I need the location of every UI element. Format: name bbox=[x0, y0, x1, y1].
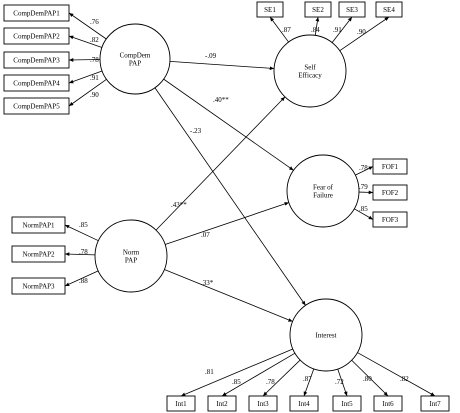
indicator-label: CompDemPAP5 bbox=[13, 102, 60, 111]
indicator-label: Int7 bbox=[429, 400, 441, 408]
latent-label: PAP bbox=[128, 59, 142, 68]
loading-value: .85 bbox=[359, 205, 368, 213]
indicator-label: CompDemPAP4 bbox=[13, 79, 60, 88]
loading-value: .85 bbox=[232, 378, 241, 386]
path-arrow-compdem-interest bbox=[155, 88, 306, 306]
indicator-label: Int6 bbox=[382, 400, 394, 408]
loading-value: .78 bbox=[266, 378, 275, 386]
indicator-label: FOF1 bbox=[381, 163, 399, 171]
loading-value: .72 bbox=[335, 378, 344, 386]
interest-loading-arrow-2 bbox=[222, 353, 295, 396]
loading-value: .76 bbox=[90, 18, 99, 26]
loading-value: .78 bbox=[79, 248, 88, 256]
latent-label: PAP bbox=[124, 256, 138, 265]
indicator-label: SE2 bbox=[312, 6, 324, 14]
loading-value: .82 bbox=[90, 36, 99, 44]
loading-value: .78 bbox=[359, 164, 368, 172]
latent-label: CompDem bbox=[119, 51, 151, 60]
loading-value: .85 bbox=[79, 221, 88, 229]
indicator-label: Int3 bbox=[257, 400, 269, 408]
path-coefficient: .43** bbox=[171, 201, 187, 209]
interest-loading-arrow-1 bbox=[181, 349, 293, 396]
latent-label: Failure bbox=[313, 191, 333, 200]
indicator-label: Int5 bbox=[341, 400, 353, 408]
indicator-label: NormPAP2 bbox=[22, 250, 55, 259]
loading-value: .80 bbox=[363, 375, 372, 383]
loading-value: .84 bbox=[311, 26, 320, 34]
loading-value: .88 bbox=[79, 277, 88, 285]
compdem-loading-arrow-5 bbox=[69, 79, 106, 106]
loading-value: .91 bbox=[90, 74, 99, 82]
indicator-label: FOF3 bbox=[381, 216, 399, 224]
indicator-label: SE3 bbox=[346, 6, 358, 14]
path-coefficient: .40** bbox=[213, 96, 229, 104]
indicator-label: CompDemPAP3 bbox=[13, 56, 60, 65]
indicator-label: Int2 bbox=[216, 400, 228, 408]
loading-value: .91 bbox=[333, 26, 342, 34]
loading-value: .90 bbox=[357, 28, 366, 36]
loading-value: .81 bbox=[205, 368, 214, 376]
loading-value: .87 bbox=[282, 26, 291, 34]
loading-value: .79 bbox=[359, 183, 368, 191]
loading-value: .87 bbox=[303, 375, 312, 383]
latent-label: Norm bbox=[122, 248, 140, 257]
latent-label: Interest bbox=[315, 331, 337, 340]
path-arrow-compdem-selfeff bbox=[170, 61, 274, 68]
loading-value: .82 bbox=[400, 375, 409, 383]
path-coefficient: .33* bbox=[201, 279, 214, 287]
indicator-label: SE4 bbox=[383, 6, 395, 14]
path-arrow-compdem-fof bbox=[164, 79, 294, 170]
indicator-label: SE1 bbox=[264, 6, 276, 14]
indicator-label: NormPAP1 bbox=[22, 221, 55, 230]
path-coefficient: -.09 bbox=[205, 52, 217, 60]
indicator-label: Int1 bbox=[175, 400, 187, 408]
indicator-label: CompDemPAP1 bbox=[13, 9, 60, 18]
path-coefficient: .07 bbox=[201, 231, 210, 239]
latent-label: Fear of bbox=[312, 183, 334, 192]
indicator-label: NormPAP3 bbox=[22, 282, 55, 291]
indicator-label: Int4 bbox=[298, 400, 310, 408]
indicator-label: CompDemPAP2 bbox=[13, 32, 60, 41]
path-arrow-norm-interest bbox=[164, 270, 292, 322]
latent-label: Self bbox=[304, 63, 316, 72]
loading-value: .78 bbox=[90, 56, 99, 64]
compdem-loading-arrow-1 bbox=[69, 13, 106, 39]
indicator-label: FOF2 bbox=[381, 189, 399, 197]
latent-label: Efficacy bbox=[298, 71, 322, 80]
loading-value: .90 bbox=[90, 91, 99, 99]
path-coefficient: -.23 bbox=[190, 127, 202, 135]
